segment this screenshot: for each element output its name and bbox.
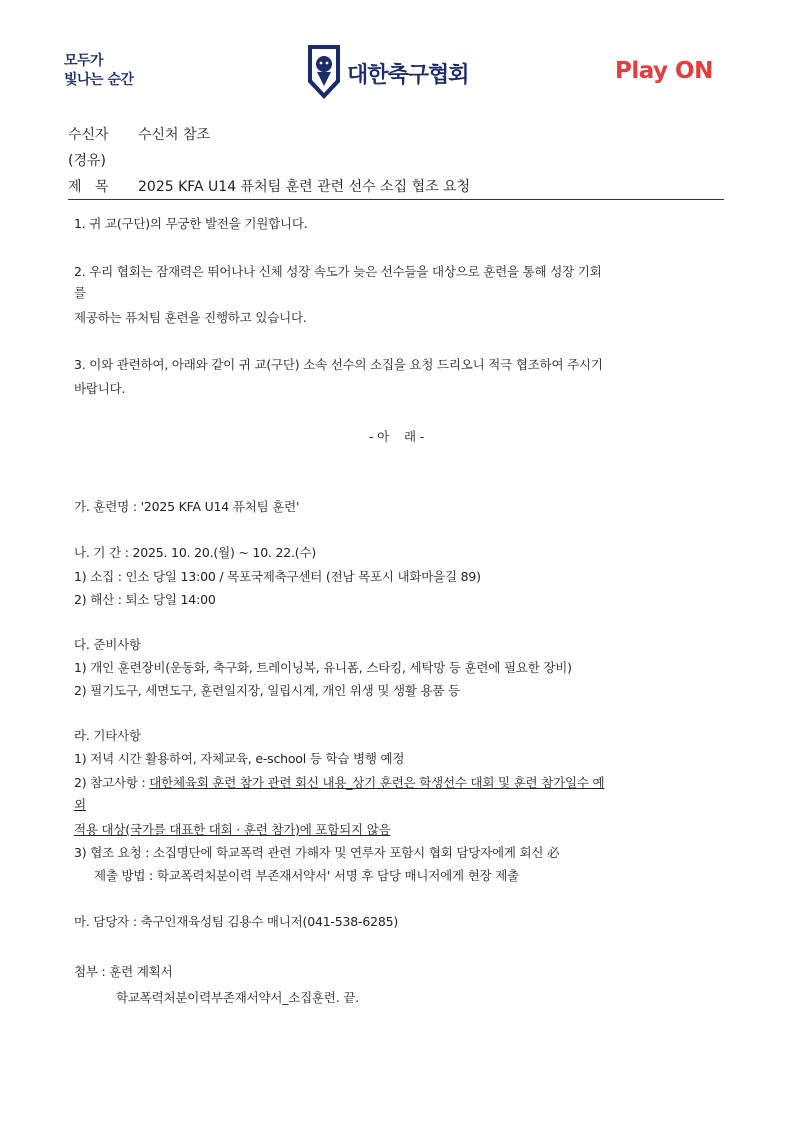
item-preparation: 다. 준비사항 (74, 637, 141, 652)
paragraph-2-line-2: 를 (74, 285, 86, 300)
recipient-label: 수신자 (68, 127, 109, 143)
attachment-label: 첨부 : 훈련 계획서 (74, 964, 173, 979)
below-heading: - 아 래 - (368, 429, 424, 444)
slogan (64, 52, 134, 90)
attachment-2: 학교폭력처분이력부존재서약서_소집훈련. 끝. (116, 990, 359, 1005)
paragraph-2-line-1: 2. 우리 협회는 잠재력은 뛰어나나 신체 성장 속도가 늦은 선수들을 대상으로 훈련을 통해 성장 기회 (74, 264, 602, 279)
paragraph-3-line-2: 바랍니다. (74, 381, 126, 396)
paragraph-2-line-3: 제공하는 퓨처팀 훈련을 진행하고 있습니다. (74, 310, 307, 325)
item-period-gather: 1) 소집 : 인소 당일 13:00 / 목포국제축구센터 (전남 목포시 내화마을길 89) (74, 569, 481, 584)
item-other-1: 1) 저녁 시간 활용하여, 자체교육, e-school 등 학습 병행 예정 (74, 751, 405, 766)
subject-value: 2025 KFA U14 퓨처팀 훈련 관련 선수 소집 협조 요청 (138, 179, 471, 195)
item-other-3-submission: 제출 방법 : 학교폭력처분이력 부존재서약서' 서명 후 담당 매니저에게 현장 제출 (94, 868, 519, 883)
slogan-line-2: 빛나는 순간 (64, 72, 134, 88)
item-contact: 마. 담당자 : 축구인재육성팀 김용수 매니저(041-538-6285) (74, 914, 399, 929)
header-divider (68, 199, 724, 200)
paragraph-1: 1. 귀 교(구단)의 무궁한 발전을 기원합니다. (74, 216, 308, 231)
via-label: (경유) (68, 153, 106, 169)
kfa-emblem-icon (307, 44, 341, 100)
item-training-name: 가. 훈련명 : '2025 KFA U14 퓨처팀 훈련' (74, 499, 300, 514)
item-other-2 (74, 773, 604, 791)
campaign-logo: Play ON (615, 58, 713, 84)
item-other-3: 3) 협조 요청 : 소집명단에 학교폭력 관련 가해자 및 연루자 포함시 협회 담당자에게 회신 必 (74, 845, 560, 860)
item-period-dismiss: 2) 해산 : 퇴소 당일 14:00 (74, 592, 216, 607)
item-other: 라. 기타사항 (74, 728, 141, 743)
item-other-2-underlined: 대한체육회 훈련 참가 관련 회신 내용_상기 훈련은 학생선수 대회 및 훈련 참가일수 예 (149, 775, 605, 790)
item-preparation-2: 2) 필기도구, 세면도구, 훈련일지장, 일립시계, 개인 위생 및 생활 용품 등 (74, 683, 460, 698)
item-other-2-prefix: 2) 참고사항 : (74, 775, 150, 790)
item-other-2-line-2: 외 (74, 797, 86, 812)
recipient-value: 수신처 참조 (138, 127, 211, 143)
item-period: 나. 기 간 : 2025. 10. 20.(월) ~ 10. 22.(수) (74, 545, 317, 560)
item-preparation-1: 1) 개인 훈련장비(운동화, 축구화, 트레이닝복, 유니폼, 스타킹, 세탁망 등 훈련에 필요한 장비) (74, 660, 572, 675)
item-other-2-line-3: 적용 대상(국가를 대표한 대회 · 훈련 참가)에 포함되지 않음 (74, 822, 391, 837)
org-name: 대한축구협회 (347, 63, 469, 88)
slogan-line-1: 모두가 (64, 53, 104, 69)
paragraph-3-line-1: 3. 이와 관련하여, 아래와 같이 귀 교(구단) 소속 선수의 소집을 요청 드리오니 적극 협조하여 주시기 (74, 357, 603, 372)
subject-label: 제 목 (68, 179, 109, 195)
